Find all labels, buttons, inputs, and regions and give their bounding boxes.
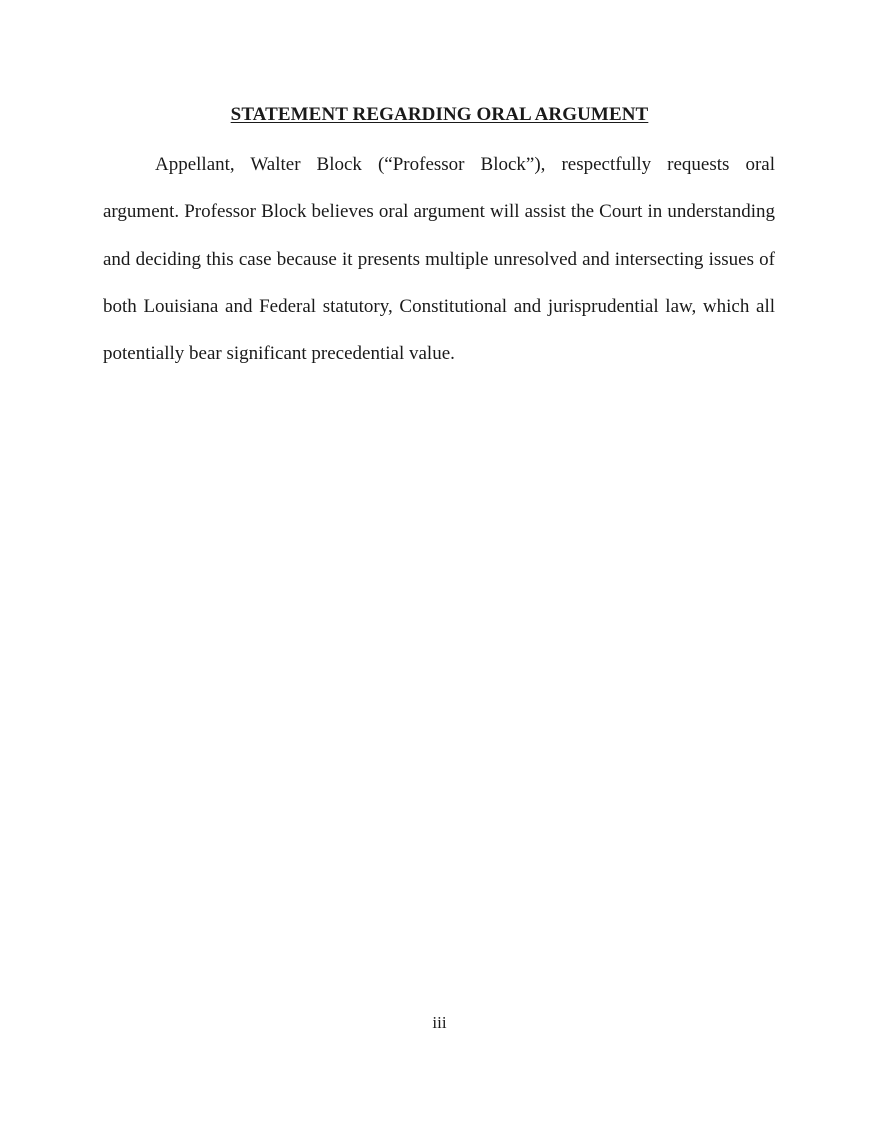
- section-heading: STATEMENT REGARDING ORAL ARGUMENT: [230, 104, 649, 125]
- page-number: iii: [432, 1013, 447, 1032]
- body-paragraph: Appellant, Walter Block (“Professor Block”), respectfully requests oral argument. Professor Block believes oral argument will assist the Court in understanding and deciding this case because it presents multiple unresolved and intersecting issues of both Louisiana and Federal statutory, Constitutional and jurisprudential law, which all potentially bear significant precedential value.: [103, 154, 775, 365]
